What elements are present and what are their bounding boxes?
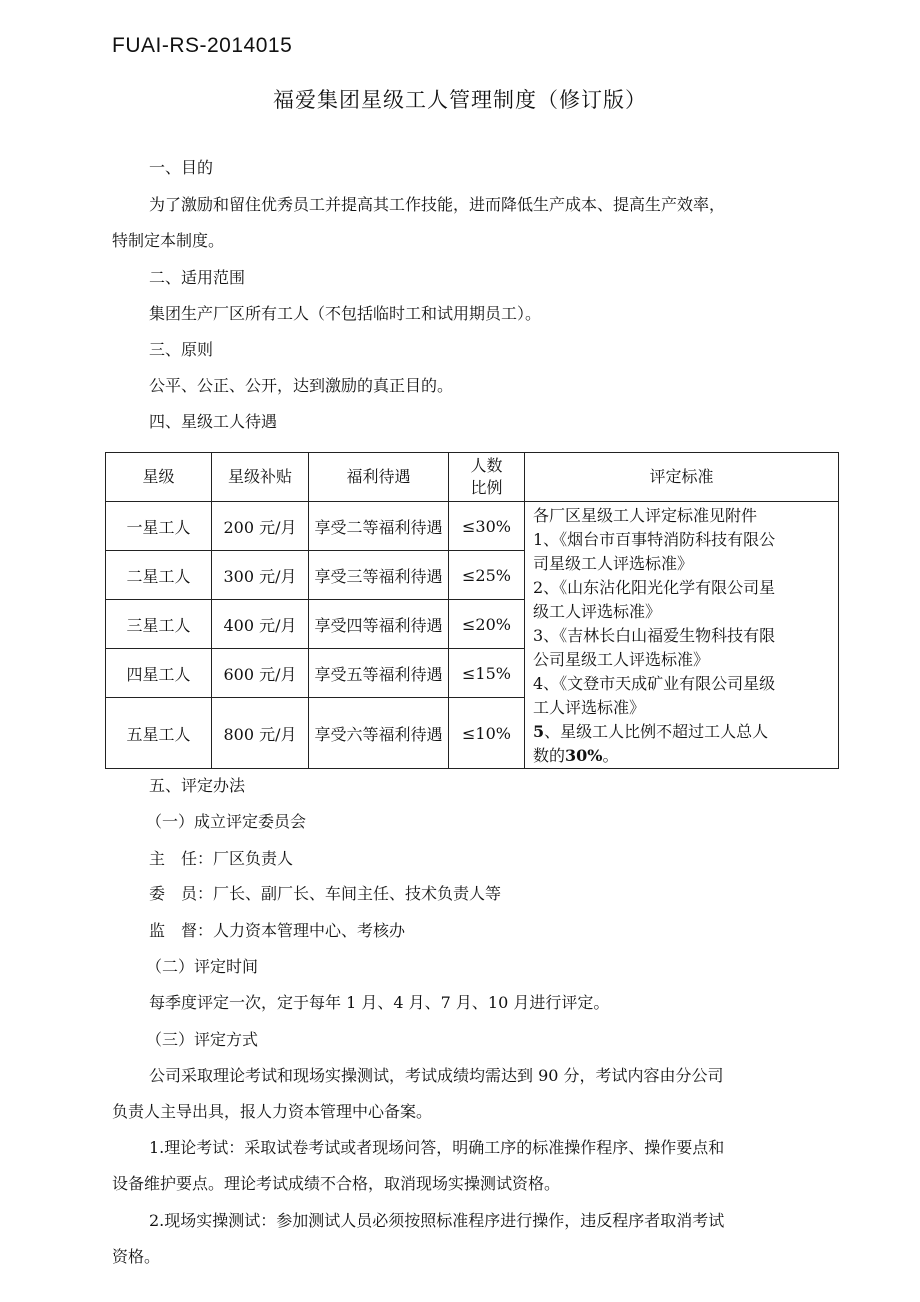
- subsection-2-heading: （二）评定时间: [146, 957, 259, 976]
- practical-test-line1: 2.现场实操测试：参加测试人员必须按照标准程序进行操作，违反程序者取消考试: [149, 1211, 725, 1230]
- criteria-line: 2、《山东沾化阳光化学有限公司星: [533, 578, 776, 597]
- criteria-item-5-percent: 30%: [565, 746, 603, 765]
- header-welfare: 福利待遇: [309, 453, 449, 502]
- criteria-item-5-line2: [533, 744, 832, 768]
- header-level: 星级: [106, 453, 212, 502]
- cell-level: 二星工人: [106, 551, 212, 600]
- header-ratio-line1: 人数: [470, 456, 503, 475]
- cell-ratio: ≤30%: [449, 502, 525, 551]
- document-id: FUAI-RS-2014015: [112, 34, 293, 57]
- committee-director: 主 任：厂区负责人: [149, 849, 294, 868]
- header-criteria: 评定标准: [525, 453, 839, 502]
- committee-supervisor: 监 督：人力资本管理中心、考核办: [149, 921, 406, 940]
- subsection-3-heading: （三）评定方式: [146, 1030, 259, 1049]
- subsection-1-heading: （一）成立评定委员会: [146, 812, 307, 831]
- criteria-line: 级工人评选标准》: [533, 602, 662, 621]
- criteria-item-5: [533, 720, 832, 744]
- cell-welfare: 享受三等福利待遇: [309, 551, 449, 600]
- criteria-item-5-text: 、星级工人比例不超过工人总人: [544, 722, 769, 741]
- criteria-cell: [525, 502, 839, 769]
- subsection-2-text: 每季度评定一次，定于每年 1 月、4 月、7 月、10 月进行评定。: [149, 993, 610, 1012]
- theory-exam-line1: 1.理论考试：采取试卷考试或者现场问答，明确工序的标准操作程序、操作要点和: [149, 1138, 725, 1157]
- cell-level: 一星工人: [106, 502, 212, 551]
- section-1-heading: 一、目的: [149, 158, 214, 177]
- header-ratio: [449, 453, 525, 502]
- section-1-text-line1: 为了激励和留住优秀员工并提高其工作技能，进而降低生产成本、提高生产效率，: [149, 195, 726, 214]
- section-5-heading: 五、评定办法: [149, 776, 246, 795]
- criteria-line: 各厂区星级工人评定标准见附件: [533, 506, 758, 525]
- table-row: [106, 502, 839, 551]
- section-3-heading: 三、原则: [149, 340, 214, 359]
- section-2-text: 集团生产厂区所有工人（不包括临时工和试用期员工）。: [149, 304, 542, 323]
- section-3-text: 公平、公正、公开，达到激励的真正目的。: [149, 376, 454, 395]
- criteria-line: 1、《烟台市百事特消防科技有限公: [533, 530, 776, 549]
- cell-subsidy: 600 元/月: [212, 649, 309, 698]
- cell-subsidy: 400 元/月: [212, 600, 309, 649]
- section-2-heading: 二、适用范围: [149, 268, 246, 287]
- cell-subsidy: 200 元/月: [212, 502, 309, 551]
- header-subsidy: 星级补贴: [212, 453, 309, 502]
- cell-welfare: 享受五等福利待遇: [309, 649, 449, 698]
- cell-ratio: ≤10%: [449, 698, 525, 769]
- document-title: 福爱集团星级工人管理制度（修订版）: [273, 88, 647, 112]
- practical-test-line2: 资格。: [112, 1247, 161, 1266]
- table-header-row: [106, 453, 839, 502]
- star-worker-table: [105, 452, 839, 769]
- subsection-3-text-line1: 公司采取理论考试和现场实操测试，考试成绩均需达到 90 分，考试内容由分公司: [149, 1066, 724, 1085]
- criteria-line: 工人评选标准》: [533, 698, 646, 717]
- cell-ratio: ≤20%: [449, 600, 525, 649]
- cell-welfare: 享受二等福利待遇: [309, 502, 449, 551]
- criteria-line: 4、《文登市天成矿业有限公司星级: [533, 674, 776, 693]
- criteria-item-5-suffix: 。: [602, 746, 619, 765]
- theory-exam-line2: 设备维护要点。理论考试成绩不合格，取消现场实操测试资格。: [112, 1174, 561, 1193]
- cell-ratio: ≤25%: [449, 551, 525, 600]
- cell-level: 三星工人: [106, 600, 212, 649]
- cell-welfare: 享受四等福利待遇: [309, 600, 449, 649]
- cell-subsidy: 300 元/月: [212, 551, 309, 600]
- criteria-line: 公司星级工人评选标准》: [533, 650, 710, 669]
- section-4-heading: 四、星级工人待遇: [149, 412, 278, 431]
- header-ratio-line2: 比例: [470, 478, 503, 497]
- criteria-line: 3、《吉林长白山福爱生物科技有限: [533, 626, 776, 645]
- section-1-text-line2: 特制定本制度。: [112, 231, 225, 250]
- cell-level: 四星工人: [106, 649, 212, 698]
- committee-members: 委 员：厂长、副厂长、车间主任、技术负责人等: [149, 884, 502, 903]
- subsection-3-text-line2: 负责人主导出具，报人力资本管理中心备案。: [112, 1102, 433, 1121]
- cell-ratio: ≤15%: [449, 649, 525, 698]
- cell-level: 五星工人: [106, 698, 212, 769]
- criteria-line: 司星级工人评选标准》: [533, 554, 694, 573]
- cell-welfare: 享受六等福利待遇: [309, 698, 449, 769]
- cell-subsidy: 800 元/月: [212, 698, 309, 769]
- criteria-item-5-number: 5: [533, 722, 545, 741]
- criteria-item-5-prefix: 数的: [533, 746, 566, 765]
